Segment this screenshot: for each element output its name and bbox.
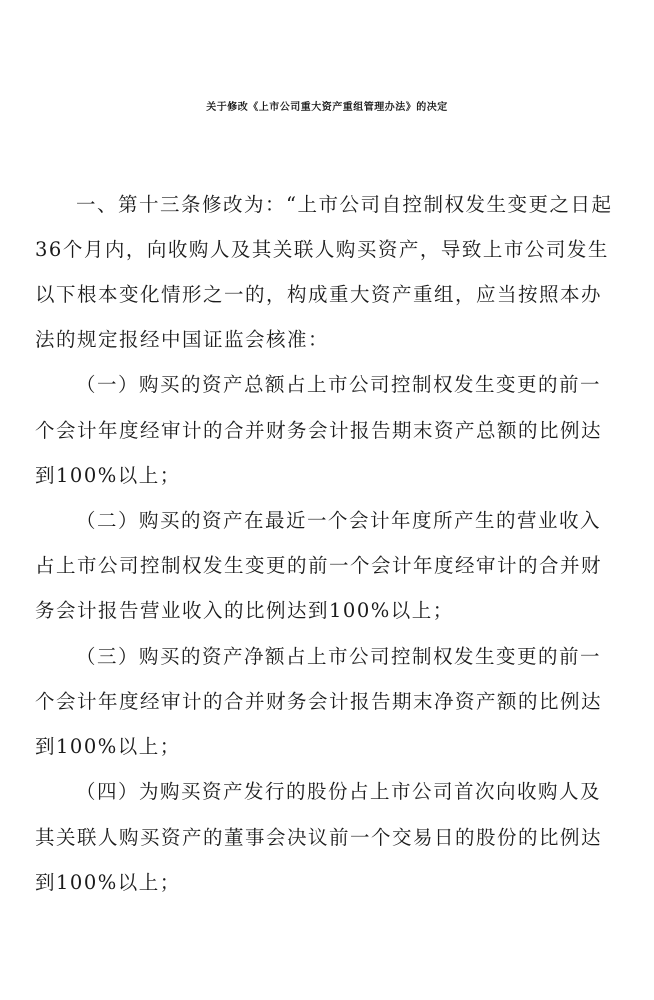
paragraph-line: 到100%以上； [35, 871, 181, 894]
paragraph-line: 占上市公司控制权发生变更的前一个会计年度经审计的合并财 [35, 554, 603, 577]
paragraph-line: 到100%以上； [35, 735, 181, 758]
document-title: 关于修改《上市公司重大资产重组管理办法》的决定 [206, 102, 448, 113]
paragraph-line: （二）购买的资产在最近一个会计年度所产生的营业收入 [76, 509, 602, 532]
paragraph-line: 36个月内，向收购人及其关联人购买资产，导致上市公司发生 [35, 238, 609, 261]
paragraph-line: 以下根本变化情形之一的，构成重大资产重组，应当按照本办 [35, 283, 603, 306]
paragraph-line: （一）购买的资产总额占上市公司控制权发生变更的前一 [76, 373, 602, 396]
paragraph-line: （四）为购买资产发行的股份占上市公司首次向收购人及 [76, 780, 602, 803]
paragraph-line: 务会计报告营业收入的比例达到100%以上； [35, 599, 454, 622]
paragraph-line: 个会计年度经审计的合并财务会计报告期末净资产额的比例达 [35, 690, 603, 713]
paragraph-line: 一、第十三条修改为：“上市公司自控制权发生变更之日起 [76, 193, 613, 216]
paragraph-line: 个会计年度经审计的合并财务会计报告期末资产总额的比例达 [35, 419, 603, 442]
paragraph-line: 法的规定报经中国证监会核准： [35, 328, 330, 351]
paragraph-line: 到100%以上； [35, 464, 181, 487]
paragraph-line: （三）购买的资产净额占上市公司控制权发生变更的前一 [76, 645, 602, 668]
paragraph-line: 其关联人购买资产的董事会决议前一个交易日的股份的比例达 [35, 826, 603, 849]
